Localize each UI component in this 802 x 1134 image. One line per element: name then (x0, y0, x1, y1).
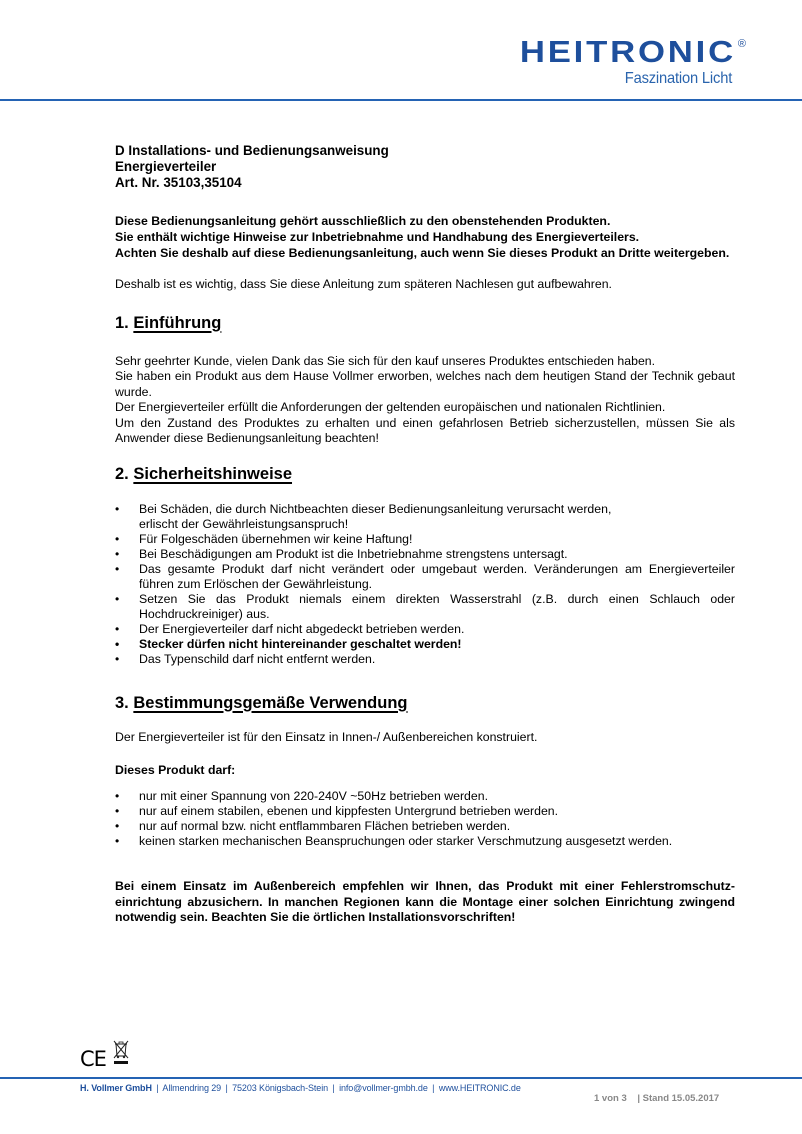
intro-line: Diese Bedienungsanleitung gehört ausschließlich zu den obenstehenden Produkten. (115, 214, 611, 228)
section-heading-1 (115, 313, 735, 333)
list-item: • nur auf normal bzw. nicht entflammbaren Flächen betrieben werden. (115, 819, 735, 834)
heitronic-logo (519, 34, 746, 88)
email-link[interactable]: info@vollmer-gmbh.de (339, 1083, 428, 1093)
street: Allmendring 29 (162, 1083, 222, 1093)
section-1-text (115, 354, 735, 447)
weee-crossed-bin-icon (112, 1039, 130, 1070)
separator: | (156, 1083, 159, 1093)
section-heading-2 (115, 464, 735, 484)
title-line-3: Art. Nr. 35103,35104 (115, 175, 242, 190)
section-number: 3. (115, 693, 129, 712)
list-item: • Setzen Sie das Produkt niemals einem direkten Wasserstrahl (z.B. durch einen Schlauch oder Hochdruckreiniger) aus. (115, 592, 735, 622)
intro-notice (115, 213, 735, 261)
list-item: • Stecker dürfen nicht hintereinander geschaltet werden! (115, 637, 735, 652)
paragraph: Sehr geehrter Kunde, vielen Dank das Sie sich für den kauf unseres Produktes entschieden haben. (115, 353, 656, 368)
website-link[interactable]: www.HEITRONIC.de (438, 1083, 521, 1093)
list-item: • Der Energieverteiler darf nicht abgedeckt betrieben werden. (115, 622, 735, 637)
registered-mark: ® (737, 38, 746, 50)
footer-address (80, 1083, 521, 1093)
list-item: • keinen starken mechanischen Beanspruchungen oder starker Verschmutzung ausgesetzt werden. (115, 834, 735, 849)
paragraph: Sie haben ein Produkt aus dem Hause Vollmer erworben, welches nach dem heutigen Stand der Technik gebaut wurde. (115, 369, 735, 399)
list-item-text: • Bei Schäden, die durch Nichtbeachten dieser Bedienungsanleitung verursacht werden, (139, 501, 612, 516)
brand-tagline: Faszination Licht (624, 70, 732, 87)
company-name: H. Vollmer GmbH (80, 1083, 152, 1093)
page-number: 1 von 3 (594, 1093, 627, 1104)
list-item (115, 502, 735, 532)
document-body (115, 143, 735, 926)
list-item: • nur mit einer Spannung von 220-240V ~50Hz betrieben werden. (115, 789, 735, 804)
safety-list (115, 502, 735, 667)
list-item: • nur auf einem stabilen, ebenen und kippfesten Untergrund betrieben werden. (115, 804, 735, 819)
section-title: Bestimmungsgemäße Verwendung (133, 693, 408, 712)
section-3-subheading: Dieses Produkt darf: (115, 763, 236, 777)
title-line-1: D Installations- und Bedienungsanweisung (115, 143, 389, 158)
list-item: • Bei Beschädigungen am Produkt ist die Inbetriebnahme strengstens untersagt. (115, 547, 735, 562)
separator: | (432, 1083, 435, 1093)
document-title (115, 143, 735, 191)
list-item: • Für Folgeschäden übernehmen wir keine Haftung! (115, 532, 735, 547)
intro-line: Achten Sie deshalb auf diese Bedienungsanleitung, auch wenn Sie dieses Produkt an Dritte weitergeben. (115, 246, 730, 260)
section-title: Sicherheitshinweise (133, 464, 293, 483)
footer-divider (0, 1077, 802, 1079)
section-3-text: Der Energieverteiler ist für den Einsatz in Innen-/ Außenbereichen konstruiert. (115, 729, 538, 744)
list-item: • Das Typenschild darf nicht entfernt werden. (115, 652, 735, 667)
ce-mark-icon: CE (80, 1047, 106, 1071)
separator: | (225, 1083, 228, 1093)
paragraph: Um den Zustand des Produktes zu erhalten und einen gefahrlosen Betrieb sicherzustellen, müssen Sie als Anwender diese Bedienungsanleitung beachten! (115, 415, 735, 445)
list-item-text: erlischt der Gewährleistungsanspruch! (139, 516, 349, 531)
keep-note: Deshalb ist es wichtig, dass Sie diese Anleitung zum späteren Nachlesen gut aufbewahren. (115, 277, 612, 291)
section-number: 1. (115, 313, 129, 332)
city: 75203 Königsbach-Stein (232, 1083, 328, 1093)
list-item: • Das gesamte Produkt darf nicht verändert oder umgebaut werden. Veränderungen am Energieverteiler führen zum Erlöschen der Gewährleistung. (115, 562, 735, 592)
separator: | (332, 1083, 335, 1093)
section-number: 2. (115, 464, 129, 483)
title-line-2: Energieverteiler (115, 159, 217, 174)
revision-date: | Stand 15.05.2017 (637, 1093, 720, 1104)
section-heading-3 (115, 693, 735, 713)
paragraph: Der Energieverteiler erfüllt die Anforderungen der geltenden europäischen und nationalen Richtlinien. (115, 400, 666, 414)
intro-line: Sie enthält wichtige Hinweise zur Inbetriebnahme und Handhabung des Energieverteilers. (115, 230, 640, 244)
section-title: Einführung (133, 313, 222, 332)
rcd-warning: Bei einem Einsatz im Außenbereich empfehlen wir Ihnen, das Produkt mit einer Fehlerstromschutz-einrichtung abzusichern. In manchen Regionen kann die Montage einer solchen Einrichtung zwingend notwendig sein. Beachten Sie die örtlichen Installationsvorschriften! (115, 879, 735, 924)
certification-marks (80, 1040, 130, 1070)
page-info (594, 1093, 719, 1104)
header-divider (0, 99, 802, 101)
brand-name: HEITRONIC (519, 34, 736, 69)
usage-list (115, 789, 735, 849)
